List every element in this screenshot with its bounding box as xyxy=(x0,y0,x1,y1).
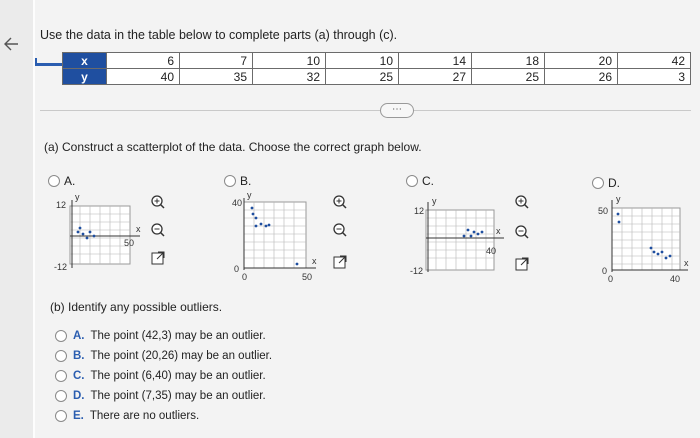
graph-d-xaxis: x xyxy=(684,258,689,268)
y-cell: 25 xyxy=(472,69,545,85)
graph-c-xaxis: x xyxy=(496,226,501,236)
answer-b-radio[interactable] xyxy=(55,350,67,362)
answer-e-radio[interactable] xyxy=(55,410,67,422)
y-cell: 40 xyxy=(107,69,180,85)
part-b-question: (b) Identify any possible outliers. xyxy=(50,300,223,314)
x-cell: 20 xyxy=(545,53,618,69)
graph-c-ytop: 12 xyxy=(414,206,425,216)
graph-b-yaxis: y xyxy=(247,192,252,200)
answer-e-text: There are no outliers. xyxy=(89,410,200,422)
option-a[interactable] xyxy=(48,174,75,188)
answer-d-text: The point (7,35) may be an outlier. xyxy=(90,390,266,402)
data-table xyxy=(62,52,691,85)
answer-e[interactable] xyxy=(55,410,199,422)
option-b[interactable] xyxy=(224,174,251,188)
answer-c-letter: C. xyxy=(73,370,85,382)
popout-icon[interactable] xyxy=(332,254,348,270)
section-divider xyxy=(40,110,691,111)
x-cell: 10 xyxy=(253,53,326,69)
zoom-in-icon[interactable] xyxy=(332,194,348,210)
answer-a-radio[interactable] xyxy=(55,330,67,342)
answer-c[interactable] xyxy=(55,370,266,382)
graph-a-ybottom: -12 xyxy=(54,262,68,272)
option-c-letter: C. xyxy=(422,174,434,188)
answer-d-letter: D. xyxy=(73,390,85,402)
back-arrow-icon[interactable] xyxy=(2,34,22,54)
answer-a-letter: A. xyxy=(73,330,85,342)
y-cell: 27 xyxy=(399,69,472,85)
popout-icon[interactable] xyxy=(150,250,166,266)
answer-b[interactable] xyxy=(55,350,272,362)
y-cell: 3 xyxy=(618,69,691,85)
graph-b-xleft: 0 xyxy=(242,272,248,282)
zoom-in-icon[interactable] xyxy=(514,194,530,210)
expand-dots-button[interactable]: ⋯ xyxy=(380,103,414,118)
option-d-radio[interactable] xyxy=(592,177,604,189)
answer-d[interactable] xyxy=(55,390,266,402)
graph-b-ybottom: 0 xyxy=(234,264,240,274)
graph-d-xright: 40 xyxy=(670,274,681,284)
x-header: x xyxy=(63,53,107,69)
page-edge xyxy=(33,0,35,438)
graph-b-xright: 50 xyxy=(302,272,313,282)
option-c[interactable] xyxy=(406,174,434,188)
y-header: y xyxy=(63,69,107,85)
graph-b-xaxis: x xyxy=(312,256,317,266)
answer-c-radio[interactable] xyxy=(55,370,67,382)
x-cell: 7 xyxy=(180,53,253,69)
y-cell: 32 xyxy=(253,69,326,85)
option-d-letter: D. xyxy=(608,176,620,190)
graph-b xyxy=(222,192,332,284)
popout-icon[interactable] xyxy=(514,256,530,272)
graph-d-ybottom: 0 xyxy=(602,266,608,276)
x-cell: 10 xyxy=(326,53,399,69)
part-a-question: (a) Construct a scatterplot of the data. Choose the correct graph below. xyxy=(44,140,422,154)
option-b-radio[interactable] xyxy=(224,175,236,187)
option-a-radio[interactable] xyxy=(48,175,60,187)
graph-d xyxy=(590,192,698,288)
answer-b-letter: B. xyxy=(73,350,85,362)
y-cell: 35 xyxy=(180,69,253,85)
x-cell: 18 xyxy=(472,53,545,69)
answer-b-text: The point (20,26) may be an outlier. xyxy=(90,350,273,362)
left-panel xyxy=(0,0,33,438)
zoom-out-icon[interactable] xyxy=(332,222,348,238)
answer-a-text: The point (42,3) may be an outlier. xyxy=(90,330,266,342)
x-cell: 42 xyxy=(618,53,691,69)
graph-c xyxy=(404,192,514,280)
graph-d-ytop: 50 xyxy=(598,206,609,216)
graph-a-xaxis: x xyxy=(136,224,141,234)
graph-c-ybottom: -12 xyxy=(410,266,424,276)
option-a-letter: A. xyxy=(64,174,76,188)
graph-d-xleft: 0 xyxy=(608,274,614,284)
zoom-in-icon[interactable] xyxy=(150,194,166,210)
table-row-y xyxy=(63,69,691,85)
table-row-x xyxy=(63,53,691,69)
option-b-letter: B. xyxy=(240,174,252,188)
answer-d-radio[interactable] xyxy=(55,390,67,402)
graph-c-xright: 40 xyxy=(486,246,497,256)
answer-a[interactable] xyxy=(55,330,266,342)
option-c-radio[interactable] xyxy=(406,175,418,187)
zoom-out-icon[interactable] xyxy=(150,222,166,238)
graph-d-yaxis: y xyxy=(616,194,621,204)
accent-mark xyxy=(34,58,64,66)
zoom-out-icon[interactable] xyxy=(514,224,530,240)
answer-c-text: The point (6,40) may be an outlier. xyxy=(90,370,266,382)
graph-a-yaxis: y xyxy=(75,192,80,202)
y-cell: 26 xyxy=(545,69,618,85)
graph-c-yaxis: y xyxy=(432,196,437,206)
graph-a-xright: 50 xyxy=(124,238,135,248)
x-cell: 6 xyxy=(107,53,180,69)
graph-b-ytop: 40 xyxy=(232,198,243,208)
graph-a-ytop: 12 xyxy=(56,200,67,210)
option-d[interactable] xyxy=(592,176,620,190)
x-cell: 14 xyxy=(399,53,472,69)
problem-prompt: Use the data in the table below to complete parts (a) through (c). xyxy=(40,28,398,42)
y-cell: 25 xyxy=(326,69,399,85)
answer-e-letter: E. xyxy=(73,410,84,422)
